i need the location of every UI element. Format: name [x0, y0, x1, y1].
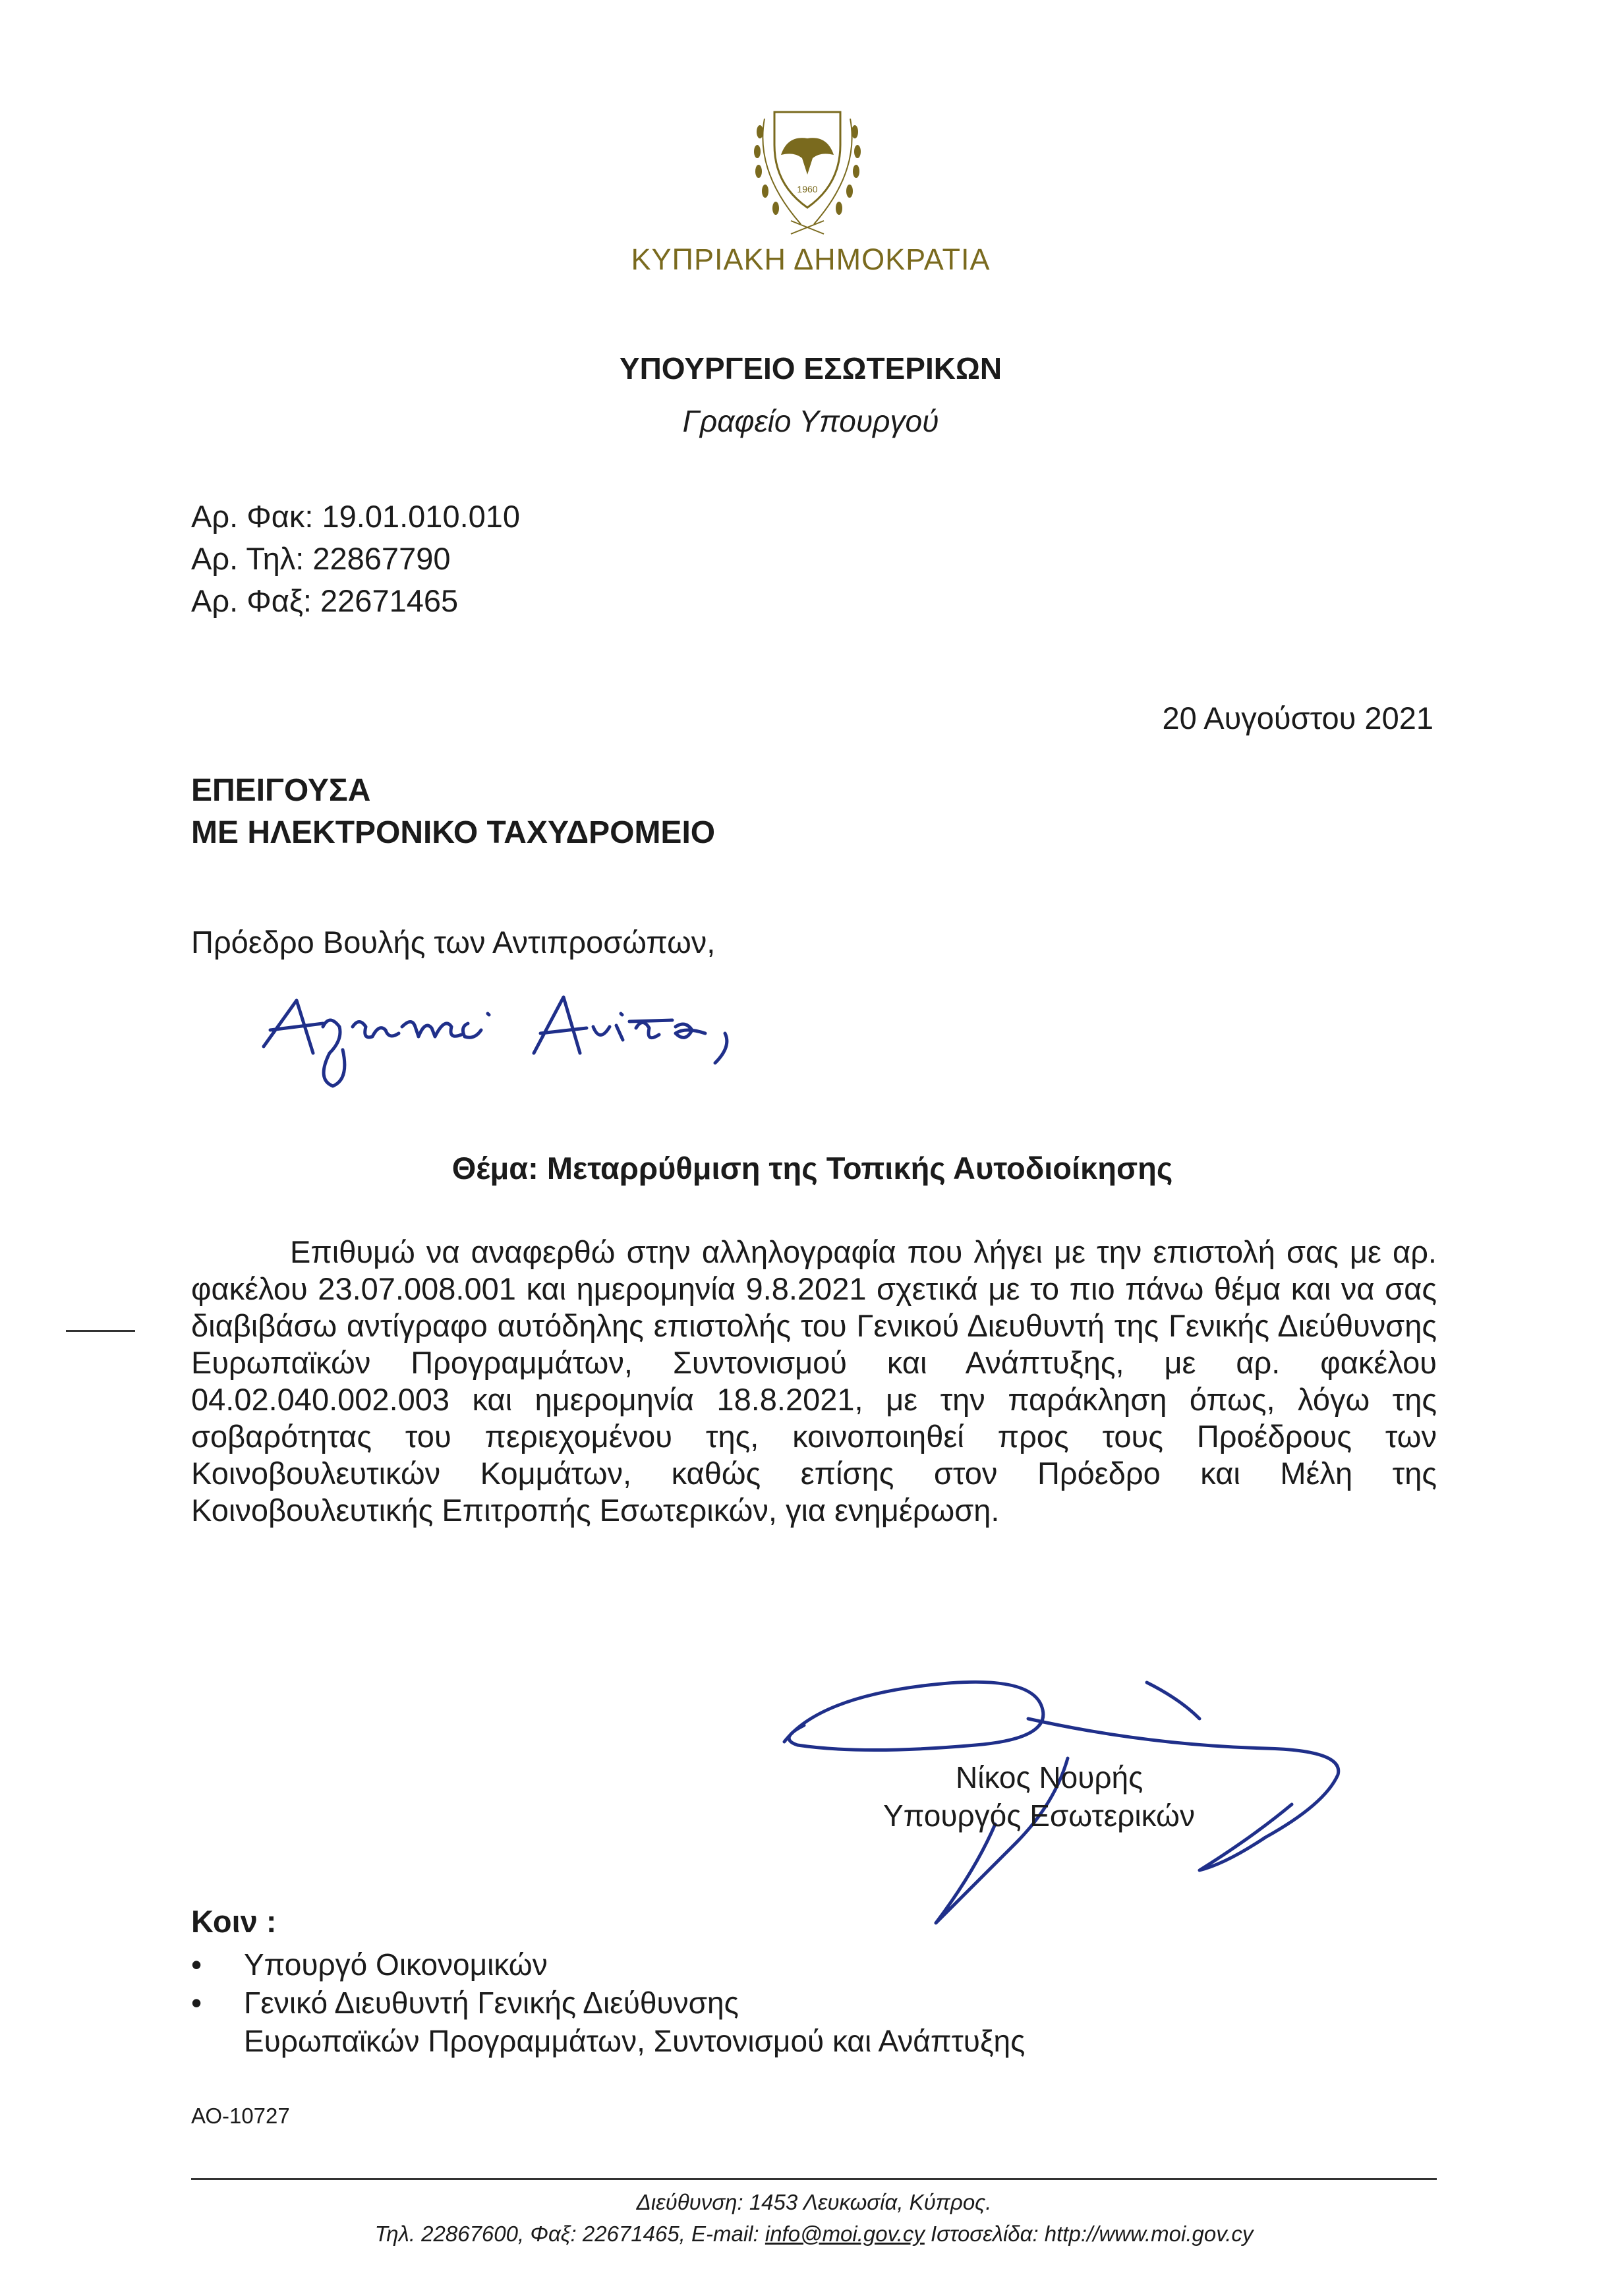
signer-title: Υπουργός Εσωτερικών — [883, 1798, 1195, 1833]
document-reference: ΑΟ-10727 — [191, 2104, 290, 2128]
bullet-icon: • — [191, 1947, 202, 1982]
signer-block — [883, 1758, 1195, 1835]
cc-item-line-2: Ευρωπαϊκών Προγραμμάτων, Συντονισμού και Ανάπτυξης — [244, 2024, 1026, 2058]
cc-item-line-1: Γενικό Διευθυντή Γενικής Διεύθυνσης — [244, 1986, 739, 2020]
handwritten-greeting — [250, 987, 751, 1099]
phone-number: Αρ. Τηλ: 22867790 — [191, 541, 451, 576]
margin-mark — [66, 1330, 135, 1332]
cc-list — [191, 1945, 1025, 2060]
office-name: Γραφείο Υπουργού — [682, 404, 939, 438]
emblem-year: 1960 — [797, 184, 818, 194]
bullet-icon: • — [191, 1986, 202, 2020]
footer-divider — [191, 2178, 1437, 2180]
reference-block — [191, 496, 520, 622]
cc-item — [191, 1984, 1025, 2060]
ministry-name: ΥΠΟΥΡΓΕΙΟ ΕΣΩΤΕΡΙΚΩΝ — [619, 351, 1002, 386]
footer-website: Ιστοσελίδα: http://www.moi.gov.cy — [924, 2222, 1254, 2246]
country-name: ΚΥΠΡΙΑΚΗ ΔΗΜΟΚΡΑΤΙΑ — [631, 243, 991, 276]
cc-item — [191, 1945, 1025, 1984]
addressee: Πρόεδρο Βουλής των Αντιπροσώπων, — [191, 925, 716, 960]
letter-date: 20 Αυγούστου 2021 — [1162, 701, 1433, 735]
footer-address: Διεύθυνση: 1453 Λευκωσία, Κύπρος. — [636, 2190, 992, 2214]
footer-email-link[interactable]: info@moi.gov.cy — [765, 2222, 925, 2246]
file-number: Αρ. Φακ: 19.01.010.010 — [191, 499, 521, 534]
urgency-line-1: ΕΠΕΙΓΟΥΣΑ — [191, 773, 371, 808]
cc-item-line-1: Υπουργό Οικονομικών — [244, 1947, 548, 1982]
urgency-line-2: ΜΕ ΗΛΕΚΤΡΟΝΙΚΟ ΤΑΧΥΔΡΟΜΕΙΟ — [191, 815, 716, 850]
coat-of-arms-emblem — [728, 92, 886, 244]
urgency-block — [191, 770, 715, 854]
letter-subject: Θέμα: Μεταρρύθμιση της Τοπικής Αυτοδιοίκησης — [451, 1151, 1173, 1186]
fax-number: Αρ. Φαξ: 22671465 — [191, 583, 459, 618]
signer-name: Νίκος Νουρής — [956, 1760, 1143, 1794]
letter-body: Επιθυμώ να αναφερθώ στην αλληλογραφία που λήγει με την επιστολή σας με αρ. φακέλου 23.07.008.001 και ημερομηνία 9.8.2021 σχετικά με το πιο πάνω θέμα και να σας διαβιβάσω αντίγραφο αυτόδηλης επιστολής του Γενικού Διευθυντή της Γενικής Διεύθυνσης Ευρωπαϊκών Προγραμμάτων, Συντονισμού και Ανάπτυξης, με αρ. φακέλου 04.02.040.002.003 και ημερομηνία 18.8.2021, με την παράκληση όπως, λόγω της σοβαρότητας του περιεχομένου της, κοινοποιηθεί προς τους Προέδρους των Κοινοβουλευτικών Κομμάτων, καθώς επίσης στον Πρόεδρο και Μέλη της Κοινοβουλευτικής Επιτροπής Εσωτερικών, για ενημέρωση. — [191, 1234, 1437, 1528]
footer-contact-prefix: Τηλ. 22867600, Φαξ: 22671465, E-mail: — [374, 2222, 765, 2246]
footer-contact — [191, 2218, 1437, 2250]
cc-label: Κοιν : — [191, 1904, 277, 1939]
footer — [191, 2187, 1437, 2250]
